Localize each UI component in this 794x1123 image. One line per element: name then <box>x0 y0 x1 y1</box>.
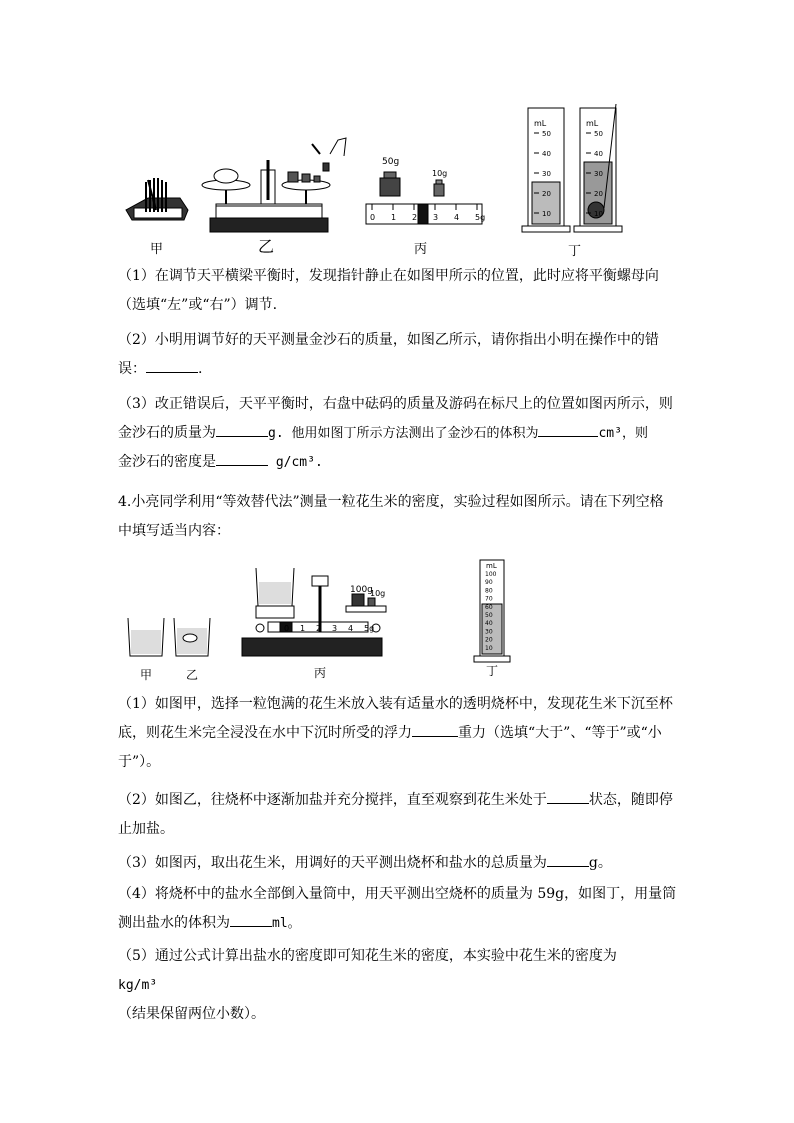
pointer-scale-jia <box>126 178 188 220</box>
q3-blank-error[interactable] <box>146 358 198 373</box>
q4-intro-line2: 中填写适当内容： <box>118 523 230 539</box>
ruler-tick-label: 5g <box>475 213 486 222</box>
balance-bing <box>242 568 386 656</box>
ruler-tick-label: 2 <box>412 213 418 222</box>
cylinder-tick-label: 10 <box>594 210 603 218</box>
q4-s2-line1b: 状态，随即停 <box>588 792 673 808</box>
q4-step3 <box>118 849 688 878</box>
cylinder-tick-label: 20 <box>485 636 493 644</box>
cylinder-tick-label: 20 <box>594 190 603 198</box>
q3-blank-density[interactable] <box>216 451 268 466</box>
q3-p3-line1: （3）改正错误后，天平平衡时，右盘中砝码的质量及游码在标尺上的位置如图丙所示，则 <box>118 396 673 412</box>
cyl2-unit: mL <box>586 119 599 128</box>
q3-p2-line2b: . <box>198 361 203 377</box>
beaker-yi <box>174 618 210 656</box>
q4-s4-line2a: 测出盐水的体积为 <box>118 915 230 931</box>
q3-p1-line2: （选填“左”或“右”）调节. <box>118 297 278 313</box>
q3-blank-volume[interactable] <box>538 422 598 437</box>
cylinder-tick-label: 20 <box>542 190 551 198</box>
weight-10g-label: 10g <box>432 169 448 178</box>
cylinder-tick-label: 60 <box>485 603 493 611</box>
cylinder-tick-label: 50 <box>594 130 603 138</box>
q4-step5 <box>118 942 688 1029</box>
q4-blank-volume[interactable] <box>230 912 272 927</box>
q4-s5-line1: （5）通过公式计算出盐水的密度即可知花生米的密度，本实验中花生米的密度为 <box>118 948 617 964</box>
q4-intro <box>118 488 688 546</box>
cylinder-tick-label: 100 <box>485 571 497 578</box>
figure-1-drawing <box>118 100 638 260</box>
cylinder-tick-label: 10 <box>542 210 551 218</box>
q3-part3 <box>118 390 688 477</box>
q4-s4-line2b: ml。 <box>272 916 301 931</box>
fig2-label-ding: 丁 <box>486 664 499 678</box>
q4-s4-line1: （4）将烧杯中的盐水全部倒入量筒中，用天平测出空烧杯的质量为 59g，如图丁，用量筒 <box>118 886 677 902</box>
ruler-tick-label: 0 <box>284 624 290 633</box>
ruler-tick-label: 4 <box>348 624 354 633</box>
ruler-tick-label: 5g <box>364 624 375 633</box>
beaker-jia <box>128 618 164 656</box>
cylinder-tick-label: 50 <box>485 612 493 619</box>
q4-step1 <box>118 690 688 777</box>
cylinder-tick-label: 50 <box>542 130 551 138</box>
fig2-label-bing: 丙 <box>314 666 327 680</box>
cylinder-tick-label: 30 <box>594 170 603 178</box>
q4-step2 <box>118 786 688 844</box>
q3-p1-line1: （1）在调节天平横梁平衡时，发现指针静止在如图甲所示的位置，此时应将平衡螺母向 <box>118 268 659 284</box>
ruler-tick-label: 3 <box>332 624 338 633</box>
q3-p3-line3a: 金沙石的密度是 <box>118 454 216 470</box>
ruler-tick-label: 4 <box>454 213 460 222</box>
q4-blank-total-mass[interactable] <box>547 852 589 867</box>
q4-s5-line3: （结果保留两位小数）。 <box>118 1006 265 1022</box>
fig2-label-yi: 乙 <box>186 668 199 682</box>
weight-50g-label: 50g <box>382 157 400 167</box>
q4-s2-line1a: （2）如图乙，往烧杯中逐渐加盐并充分搅拌，直至观察到花生米处于 <box>118 792 547 808</box>
cyl1-unit: mL <box>534 119 547 128</box>
cylinder-tick-label: 90 <box>485 579 493 587</box>
q4-step4 <box>118 880 688 938</box>
figure-1 <box>118 100 638 260</box>
q4-blank-state[interactable] <box>547 789 589 804</box>
ruler-tick-label: 0 <box>370 213 376 222</box>
ruler-tick-label: 1 <box>391 213 397 222</box>
q4-s1-line2b: 重力（选填“大于”、“等于”或“小 <box>458 725 662 741</box>
q4-intro-line1: 4.小亮同学利用“等效替代法”测量一粒花生米的密度，实验过程如图所示。请在下列空格 <box>118 494 664 510</box>
label-yi: 乙 <box>258 237 275 256</box>
q3-blank-mass[interactable] <box>216 422 268 437</box>
q3-part2 <box>118 326 688 384</box>
cyl3-unit: mL <box>486 562 497 570</box>
cylinder-tick-label: 80 <box>485 587 493 595</box>
ruler-tick-label: 3 <box>433 213 439 222</box>
q4-s1-line3: 于”）。 <box>118 754 161 770</box>
q3-part1 <box>118 262 688 320</box>
label-jia: 甲 <box>150 242 164 257</box>
cylinder-tick-label: 30 <box>485 628 493 636</box>
q3-p3-line2a: 金沙石的质量为 <box>118 425 216 441</box>
q4-s5-line2: kg/m³ <box>118 978 158 993</box>
q3-p2-line1: （2）小明用调节好的天平测量金沙石的质量，如图乙所示，请你指出小明在操作中的错 <box>118 332 659 348</box>
q3-p3-line2b: g. 他用如图丁所示方法测出了金沙石的体积为 <box>268 426 539 441</box>
weights-bing <box>366 172 482 224</box>
cylinder-tick-label: 40 <box>594 150 603 158</box>
ruler-tick-label: 2 <box>316 624 322 633</box>
fig2-label-jia: 甲 <box>140 668 153 682</box>
cylinder-tick-label: 40 <box>542 150 551 158</box>
cylinder-tick-label: 10 <box>485 644 493 652</box>
q3-p3-line3b: g/cm³. <box>268 455 323 470</box>
q4-s3-b: g。 <box>588 855 612 871</box>
cylinder-tick-label: 70 <box>485 595 493 603</box>
cylinder-tick-label: 40 <box>485 620 493 628</box>
q3-p2-line2a: 误： <box>118 361 146 377</box>
q4-s2-line2: 止加盐。 <box>118 821 174 837</box>
q3-p3-line2c: cm³，则 <box>598 426 648 441</box>
q4-s1-line2a: 底，则花生米完全浸没在水中下沉时所受的浮力 <box>118 725 412 741</box>
balance-yi <box>202 138 346 232</box>
ruler-tick-label: 1 <box>300 624 306 633</box>
weight-100g-label: 100g <box>350 585 373 595</box>
q4-s1-line1: （1）如图甲，选择一粒饱满的花生米放入装有适量水的透明烧杯中，发现花生米下沉至杯 <box>118 696 673 712</box>
label-ding: 丁 <box>568 244 582 259</box>
cylinder-tick-label: 30 <box>542 170 551 178</box>
figure-2-drawing <box>118 552 538 682</box>
q4-s3-a: （3）如图丙，取出花生米，用调好的天平测出烧杯和盐水的总质量为 <box>118 855 547 871</box>
q4-blank-buoyancy[interactable] <box>412 722 458 737</box>
figure-2 <box>118 552 538 682</box>
weight-10g-label-2: 10g <box>370 589 386 598</box>
label-bing: 丙 <box>414 242 428 257</box>
